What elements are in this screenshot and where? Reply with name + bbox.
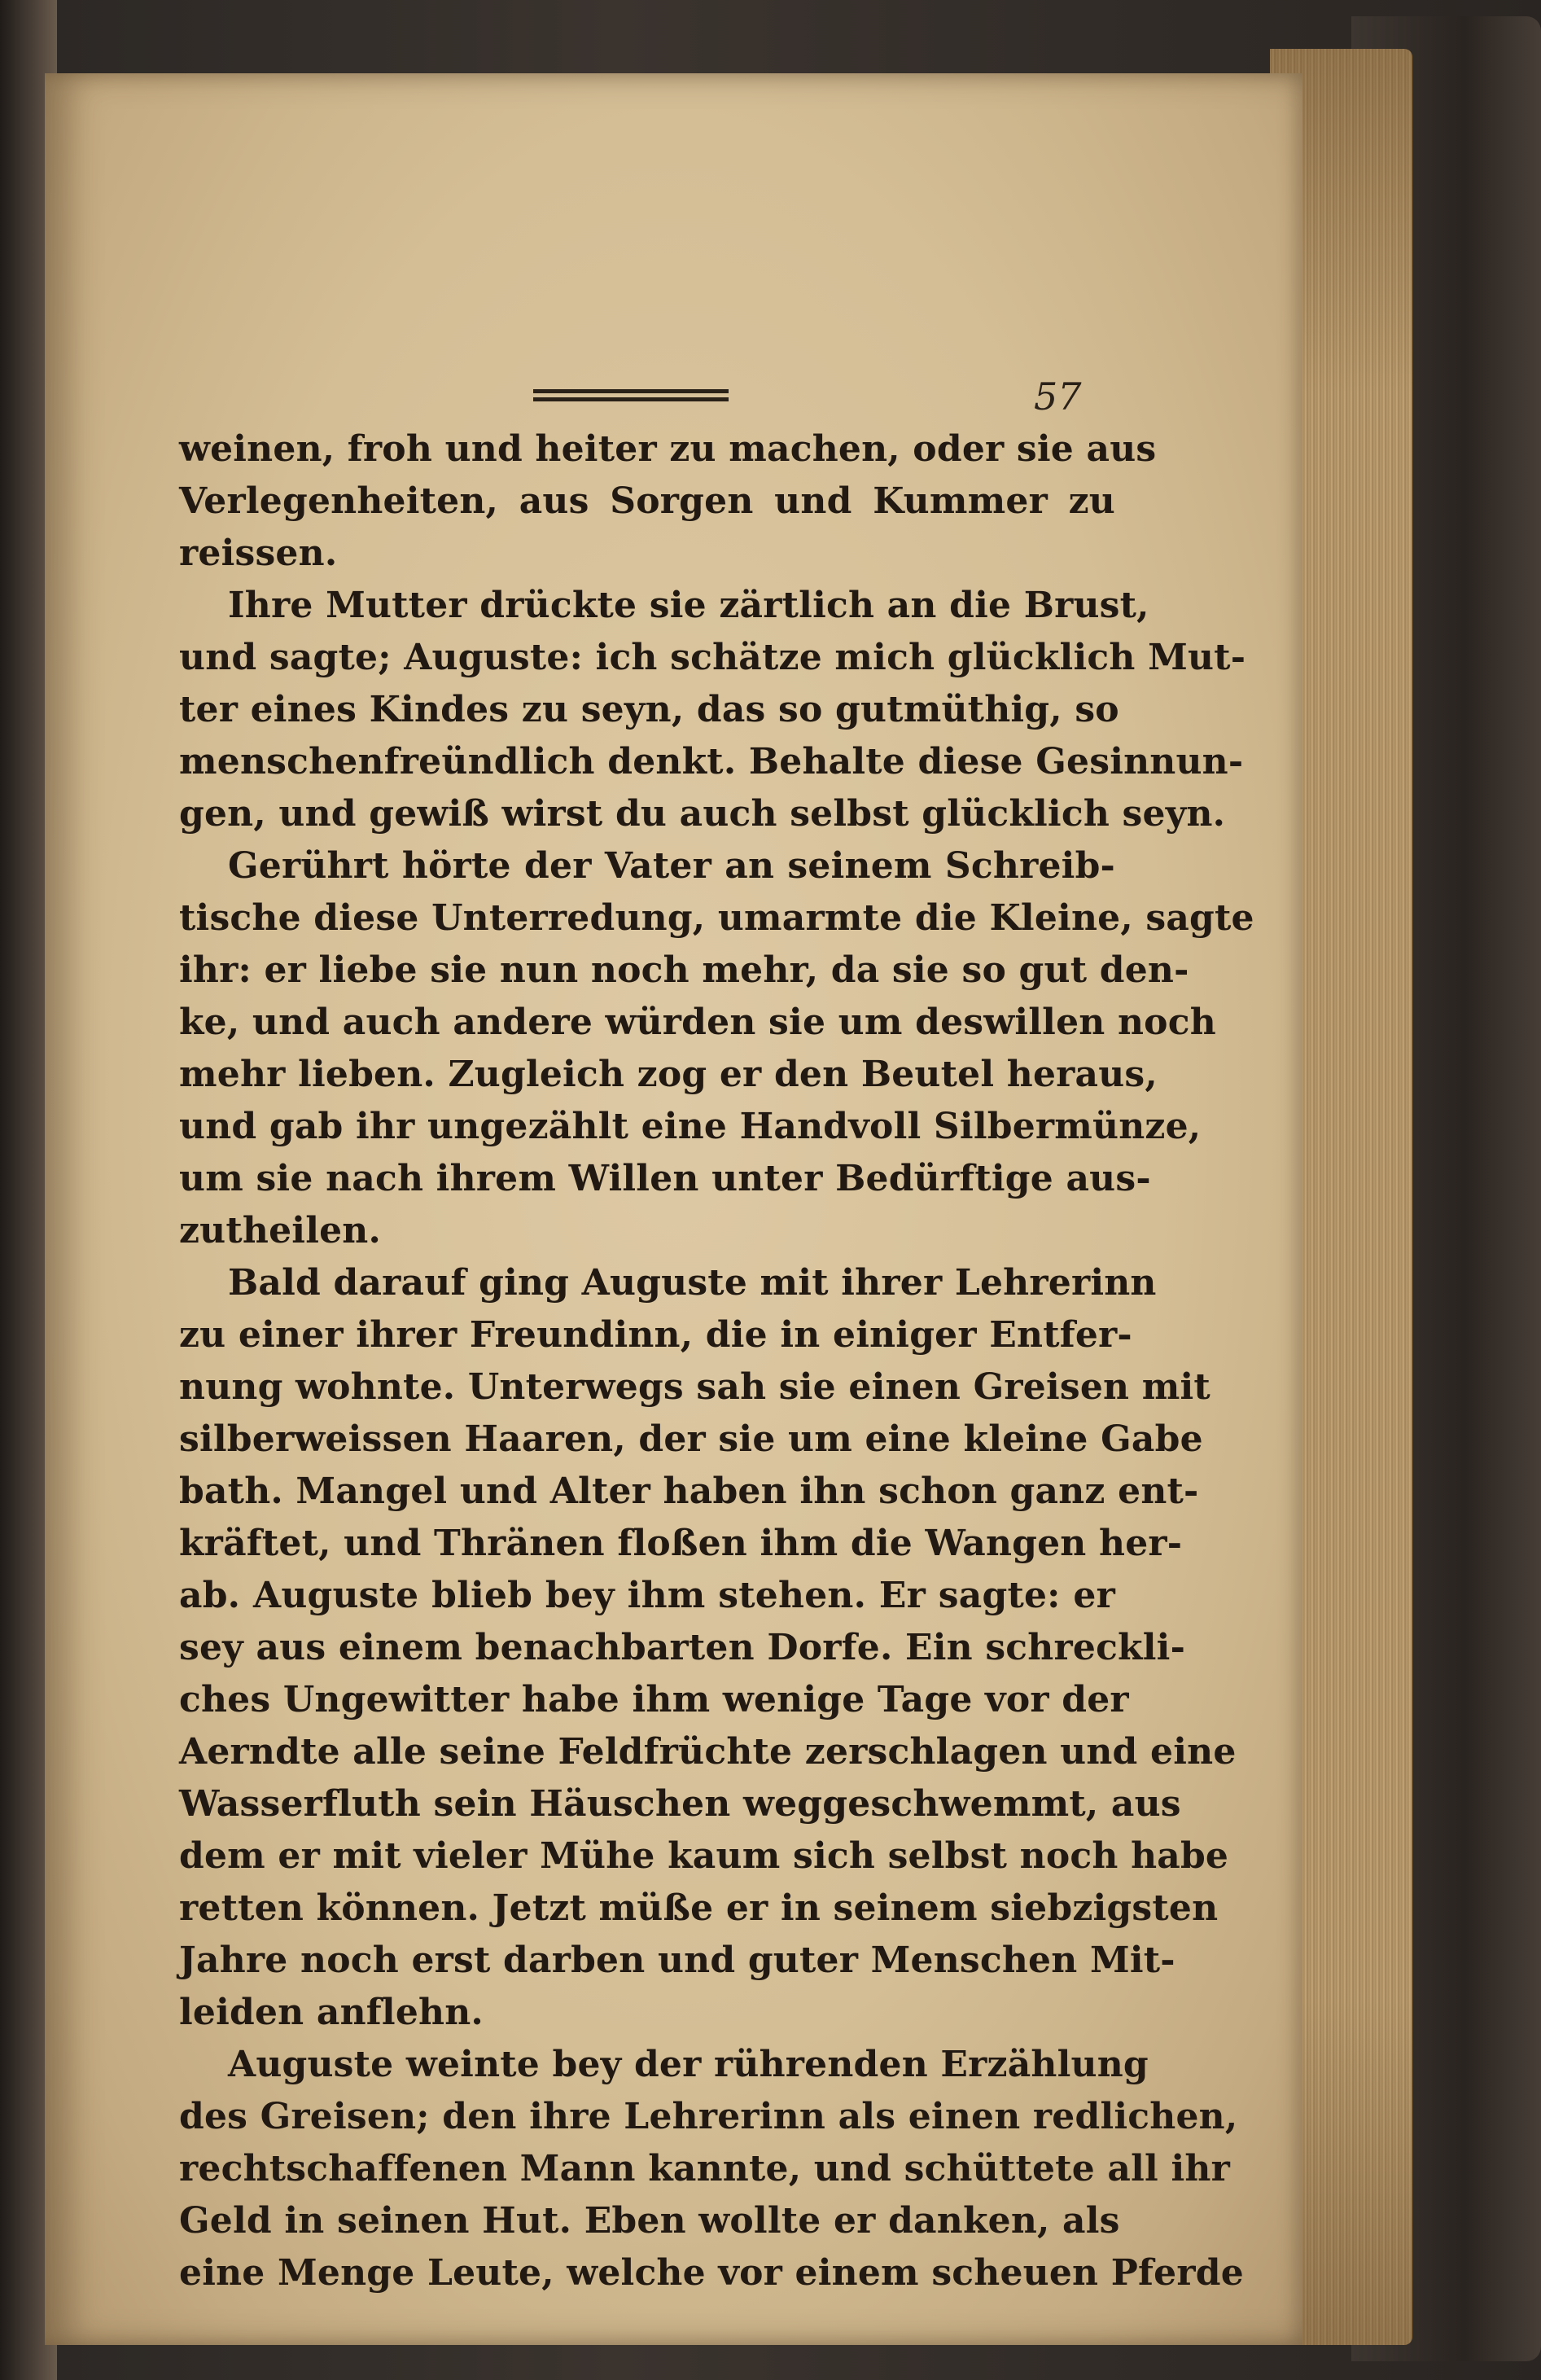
text-line: silberweissen Haaren, der sie um eine kleine Gabe [179, 1418, 1203, 1460]
text-line: Verlegenheiten, aus Sorgen und Kummer zu [179, 480, 1115, 522]
text-line: und sagte; Auguste: ich schätze mich glücklich Mut- [179, 637, 1246, 678]
text-line: Gerührt hörte der Vater an seinem Schreib- [228, 845, 1115, 887]
text-line: eine Menge Leute, welche vor einem scheuen Pferde [179, 2252, 1244, 2294]
text-line: dem er mit vieler Mühe kaum sich selbst noch habe [179, 1835, 1229, 1877]
text-line: reissen. [179, 533, 338, 574]
text-line: bath. Mangel und Alter haben ihn schon ganz ent- [179, 1471, 1199, 1512]
text-line: ihr: er liebe sie nun noch mehr, da sie so gut den- [179, 949, 1189, 991]
text-line: Bald darauf ging Auguste mit ihrer Lehrerinn [228, 1262, 1157, 1304]
text-line: Aerndte alle seine Feldfrüchte zerschlagen und eine [179, 1731, 1237, 1773]
header-rule [533, 386, 729, 407]
text-line: ter eines Kindes zu seyn, das so gutmüthig, so [179, 689, 1119, 730]
text-line: Auguste weinte bey der rührenden Erzählung [228, 2044, 1149, 2085]
text-line: ke, und auch andere würden sie um deswillen noch [179, 1002, 1216, 1043]
text-line: und gab ihr ungezählt eine Handvoll Silbermünze, [179, 1106, 1202, 1147]
book-page [45, 73, 1302, 2345]
text-line: menschenfreündlich denkt. Behalte diese Gesinnun- [179, 741, 1244, 782]
page-number: 57 [1034, 375, 1082, 419]
text-line: Wasserfluth sein Häuschen weggeschwemmt, aus [179, 1783, 1181, 1825]
page-text [179, 423, 1254, 2299]
text-line: kräftet, und Thränen floßen ihm die Wangen her- [179, 1523, 1183, 1564]
text-line: ab. Auguste blieb bey ihm stehen. Er sagte: er [179, 1575, 1115, 1616]
text-line: rechtschaffenen Mann kannte, und schüttete all ihr [179, 2148, 1230, 2189]
text-line: gen, und gewiß wirst du auch selbst glücklich seyn. [179, 793, 1226, 835]
text-line: Geld in seinen Hut. Eben wollte er danken, als [179, 2200, 1120, 2242]
text-line: retten können. Jetzt müße er in seinem siebzigsten [179, 1887, 1219, 1929]
text-line: des Greisen; den ihre Lehrerinn als einen redlichen, [179, 2096, 1238, 2137]
text-line: nung wohnte. Unterwegs sah sie einen Greisen mit [179, 1366, 1210, 1408]
text-line: mehr lieben. Zugleich zog er den Beutel heraus, [179, 1054, 1158, 1095]
text-line: leiden anflehn. [179, 1992, 484, 2033]
text-line: um sie nach ihrem Willen unter Bedürftige aus- [179, 1158, 1151, 1199]
text-line: weinen, froh und heiter zu machen, oder sie aus [179, 428, 1157, 470]
text-line: sey aus einem benachbarten Dorfe. Ein schreckli- [179, 1627, 1186, 1668]
text-line: zu einer ihrer Freundinn, die in einiger Entfer- [179, 1314, 1132, 1356]
text-line: tische diese Unterredung, umarmte die Kleine, sagte [179, 897, 1254, 939]
text-line: ches Ungewitter habe ihm wenige Tage vor der [179, 1679, 1129, 1720]
text-line: Jahre noch erst darben und guter Menschen Mit- [179, 1940, 1175, 1981]
text-line: zutheilen. [179, 1210, 382, 1251]
text-line: Ihre Mutter drückte sie zärtlich an die Brust, [228, 585, 1149, 626]
